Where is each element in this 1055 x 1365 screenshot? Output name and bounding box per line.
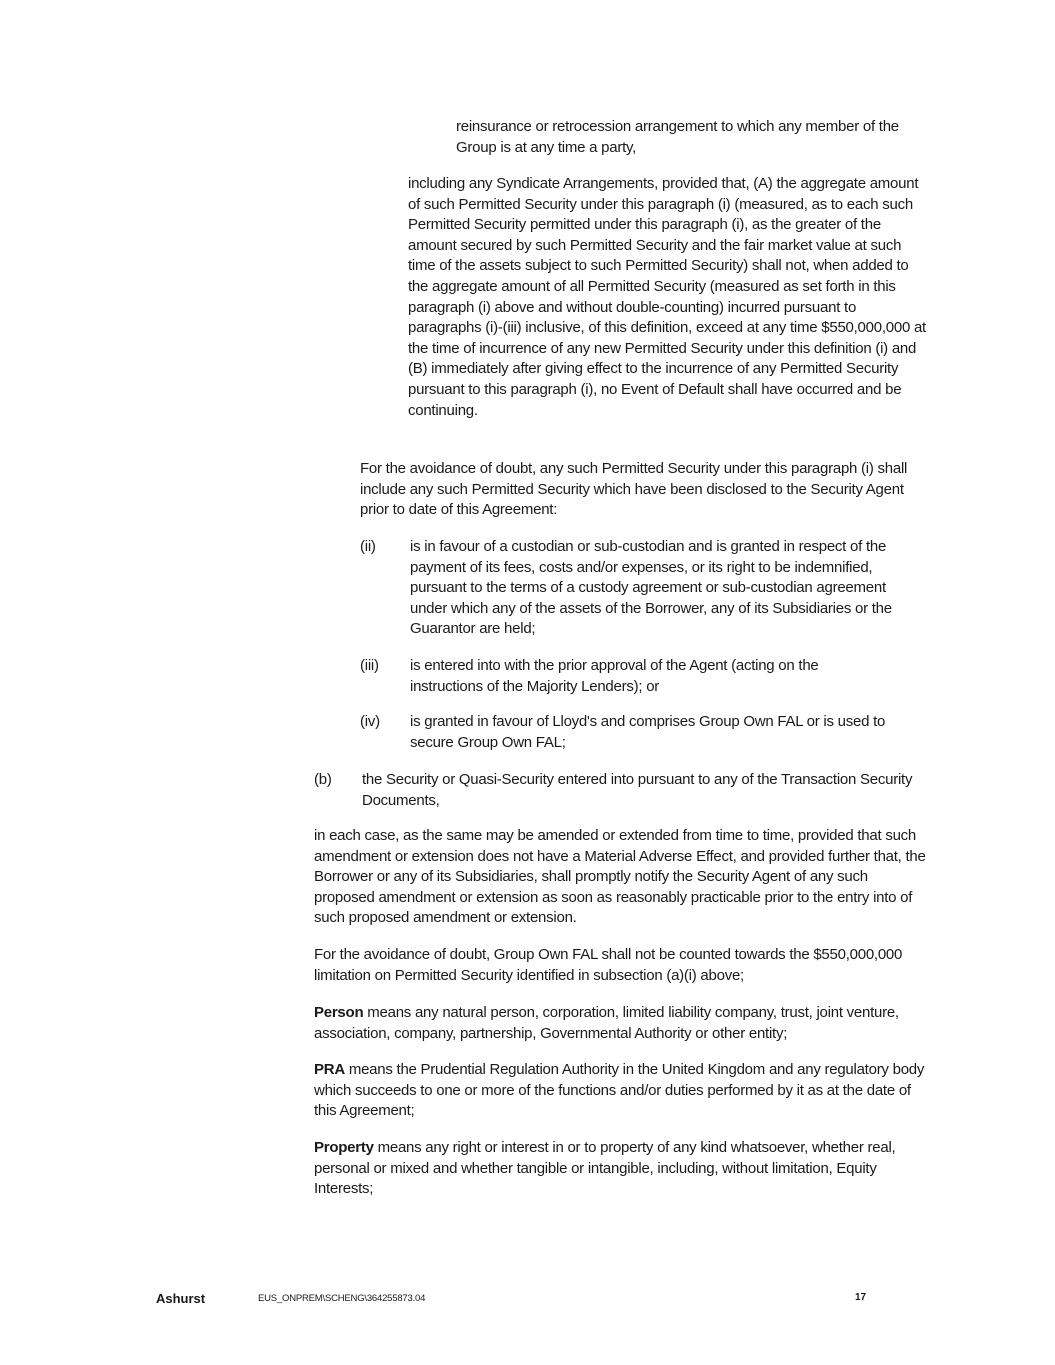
definition-term-property: Property [314,1139,374,1156]
paragraph-each-case: in each case, as the same may be amended or extended from time to time, provided that such amendment or extension does not have a Material Adverse Effect, and provided further that, the Borrower or any of its Subsidiaries, shall promptly notify the Security Agent of any such proposed amendment or extension as soon as reasonably practicable prior to the entry into of such proposed amendment or extension. [314,827,926,927]
list-item-iii: is entered into with the prior approval of the Agent (acting on the instructions of the Majority Lenders); or [410,657,819,695]
paragraph-avoidance-2: For the avoidance of doubt, Group Own FAL shall not be counted towards the $550,000,000 limitation on Permitted Security identified in subsection (a)(i) above; [314,946,903,984]
list-label-iii: (iii) [360,657,379,674]
list-item-b: the Security or Quasi-Security entered into pursuant to any of the Transaction Security Documents, [362,771,913,809]
definition-term-pra: PRA [314,1061,345,1078]
list-label-b: (b) [314,771,332,788]
footer-page-number: 17 [855,1292,867,1303]
footer-doc-ref: EUS_ONPREM\SCHENG\364255873.04 [258,1293,426,1304]
definition-property [314,1138,926,1200]
list-label-iv: (iv) [360,713,380,730]
definition-text-person: means any natural person, corporation, limited liability company, trust, joint venture, association, company, partnership, Governmental Authority or other entity; [314,1004,899,1042]
definition-person [314,1003,926,1044]
definition-text-pra: means the Prudential Regulation Authority in the United Kingdom and any regulatory body which succeeds to one or more of the functions and/or duties performed by it as at the date of this Agreement; [314,1061,925,1120]
paragraph-including: including any Syndicate Arrangements, provided that, (A) the aggregate amount of such Permitted Security under this paragraph (i) (measured, as to each such Permitted Security permitted under this paragraph (i), as the greater of the amount secured by such Permitted Security and the fair market value at such time of the assets subject to such Permitted Security) shall not, when added to the aggregate amount of all Permitted Security (measured as set forth in this paragraph (i) above and without double-counting) incurred pursuant to paragraphs (i)-(iii) inclusive, of this definition, exceed at any time $550,000,000 at the time of incurrence of any new Permitted Security under this definition (i) and (B) immediately after giving effect to the incurrence of any Permitted Security pursuant to this paragraph (i), no Event of Default shall have occurred and be continuing. [408,175,926,419]
footer-firm: Ashurst [156,1291,206,1306]
definition-term-person: Person [314,1004,364,1021]
list-item-ii: is in favour of a custodian or sub-custodian and is granted in respect of the payment of its fees, costs and/or expenses, or its right to be indemnified, pursuant to the terms of a custody agreement or sub-custodian agreement under which any of the assets of the Borrower, any of its Subsidiaries or the Guarantor are held; [410,538,892,638]
list-label-ii: (ii) [360,538,376,555]
definition-text-property: means any right or interest in or to property of any kind whatsoever, whether real, personal or mixed and whether tangible or intangible, including, without limitation, Equity Interests; [314,1139,896,1198]
paragraph-continuation: reinsurance or retrocession arrangement to which any member of the Group is at any time a party, [456,118,899,156]
list-item-iv: is granted in favour of Lloyd's and comprises Group Own FAL or is used to secure Group Own FAL; [410,713,886,751]
definition-pra [314,1060,932,1122]
paragraph-avoidance-1: For the avoidance of doubt, any such Permitted Security under this paragraph (i) shall include any such Permitted Security which have been disclosed to the Security Agent prior to date of this Agreement: [360,460,908,519]
